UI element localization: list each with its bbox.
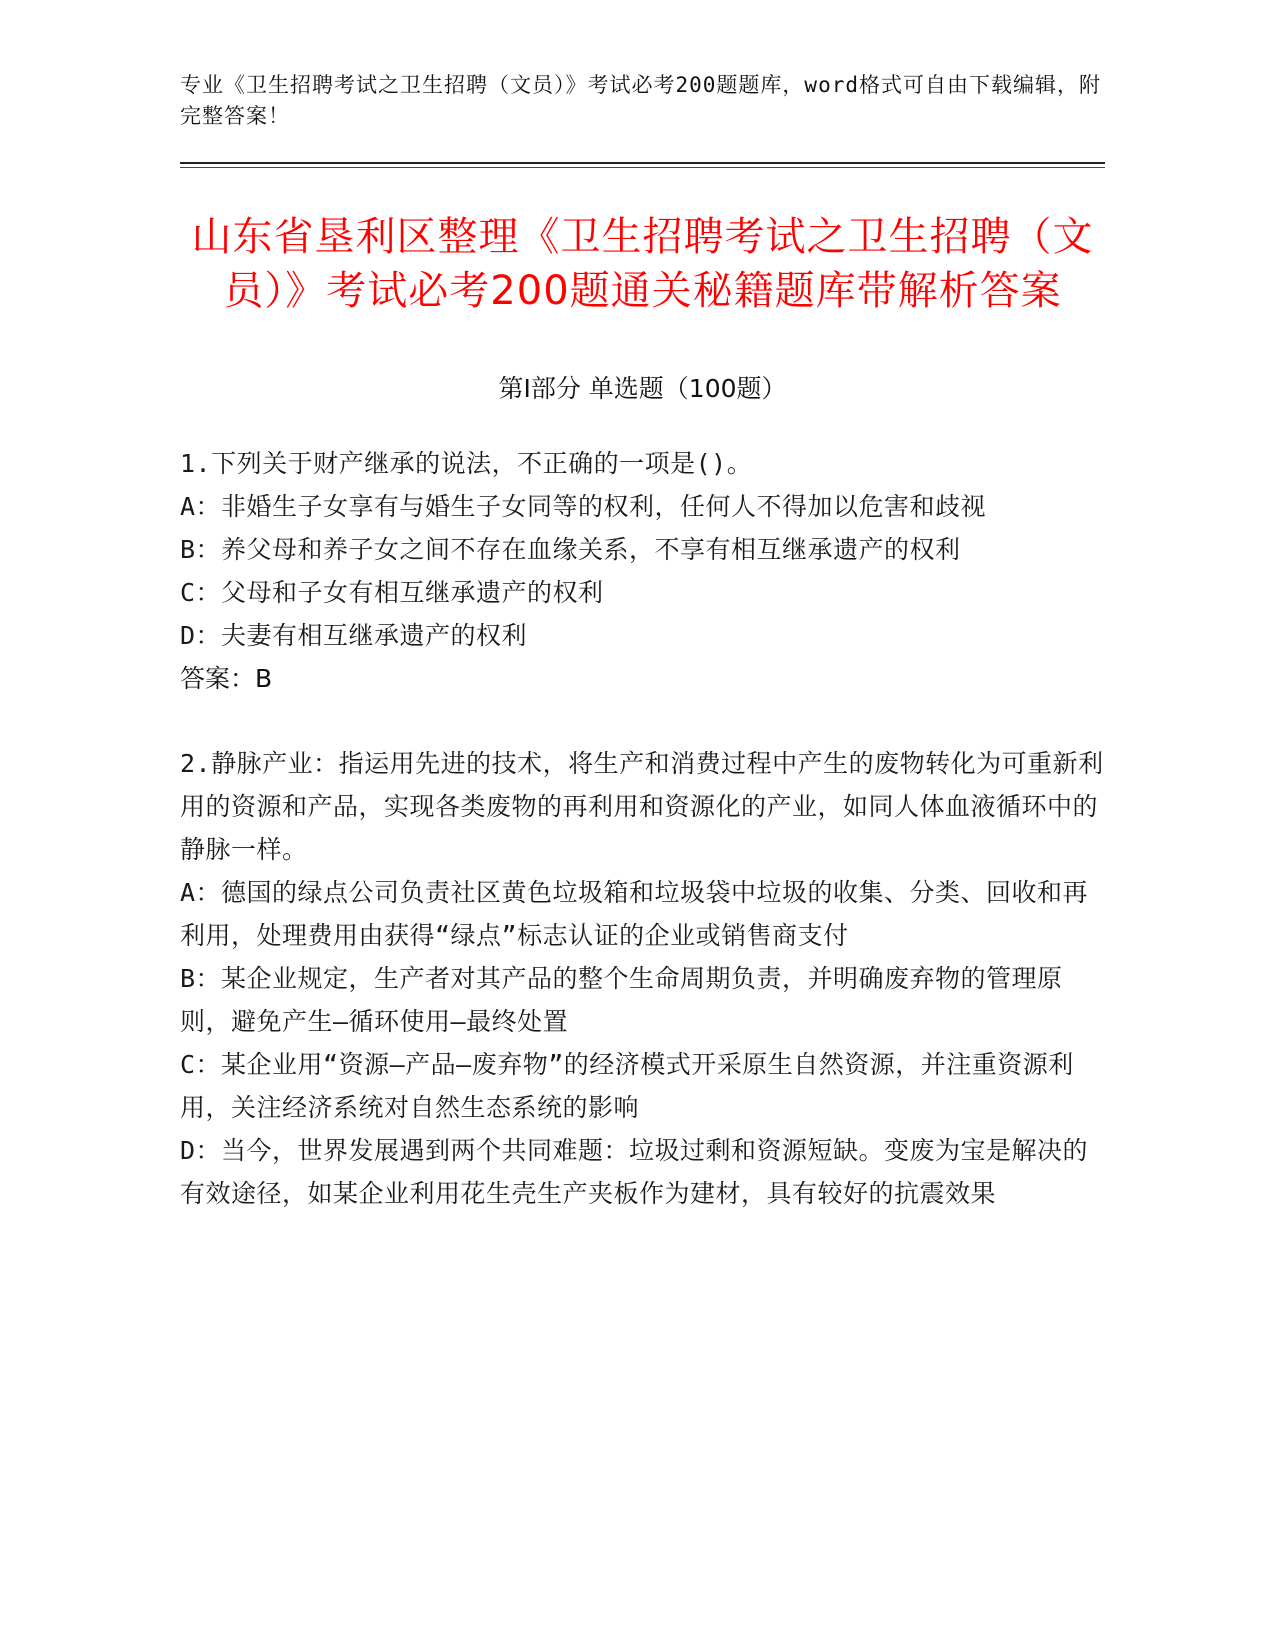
- header-divider-thin: [180, 167, 1105, 168]
- option-c: C：父母和子女有相互继承遗产的权利: [180, 578, 604, 607]
- header-divider: [180, 162, 1105, 168]
- question-stem: 2.静脉产业：指运用先进的技术，将生产和消费过程中产生的废物转化为可重新利用的资源和产品，实现各类废物的再利用和资源化的产业，如同人体血液循环中的静脉一样。: [180, 749, 1104, 864]
- option-a: A：非婚生子女享有与婚生子女同等的权利，任何人不得加以危害和歧视: [180, 492, 987, 521]
- option-d: D：当今，世界发展遇到两个共同难题：垃圾过剩和资源短缺。变废为宝是解决的有效途径，如某企业利用花生壳生产夹板作为建材，具有较好的抗震效果: [180, 1136, 1089, 1208]
- section-heading: 第I部分 单选题（100题）: [498, 374, 787, 403]
- question-1: [180, 442, 1105, 700]
- document-intro: 专业《卫生招聘考试之卫生招聘（文员）》考试必考200题题库，word格式可自由下载编辑，附完整答案！: [180, 73, 1101, 128]
- answer-label: 答案：B: [180, 664, 273, 693]
- option-b: B：养父母和养子女之间不存在血缘关系，不享有相互继承遗产的权利: [180, 535, 961, 564]
- document-title: 山东省垦利区整理《卫生招聘考试之卫生招聘（文员）》考试必考200题通关秘籍题库带解析答案: [191, 214, 1094, 314]
- option-b: B：某企业规定，生产者对其产品的整个生命周期负责，并明确废弃物的管理原则，避免产生—循环使用—最终处置: [180, 964, 1063, 1036]
- option-a: A：德国的绿点公司负责社区黄色垃圾箱和垃圾袋中垃圾的收集、分类、回收和再利用，处理费用由获得“绿点”标志认证的企业或销售商支付: [180, 878, 1089, 950]
- document-page: [180, 70, 1105, 1215]
- question-2: [180, 742, 1105, 1215]
- option-c: C：某企业用“资源—产品—废弃物”的经济模式开采原生自然资源，并注重资源利用，关注经济系统对自然生态系统的影响: [180, 1050, 1074, 1122]
- option-d: D：夫妻有相互继承遗产的权利: [180, 621, 528, 650]
- question-stem: 1.下列关于财产继承的说法，不正确的一项是()。: [180, 449, 753, 478]
